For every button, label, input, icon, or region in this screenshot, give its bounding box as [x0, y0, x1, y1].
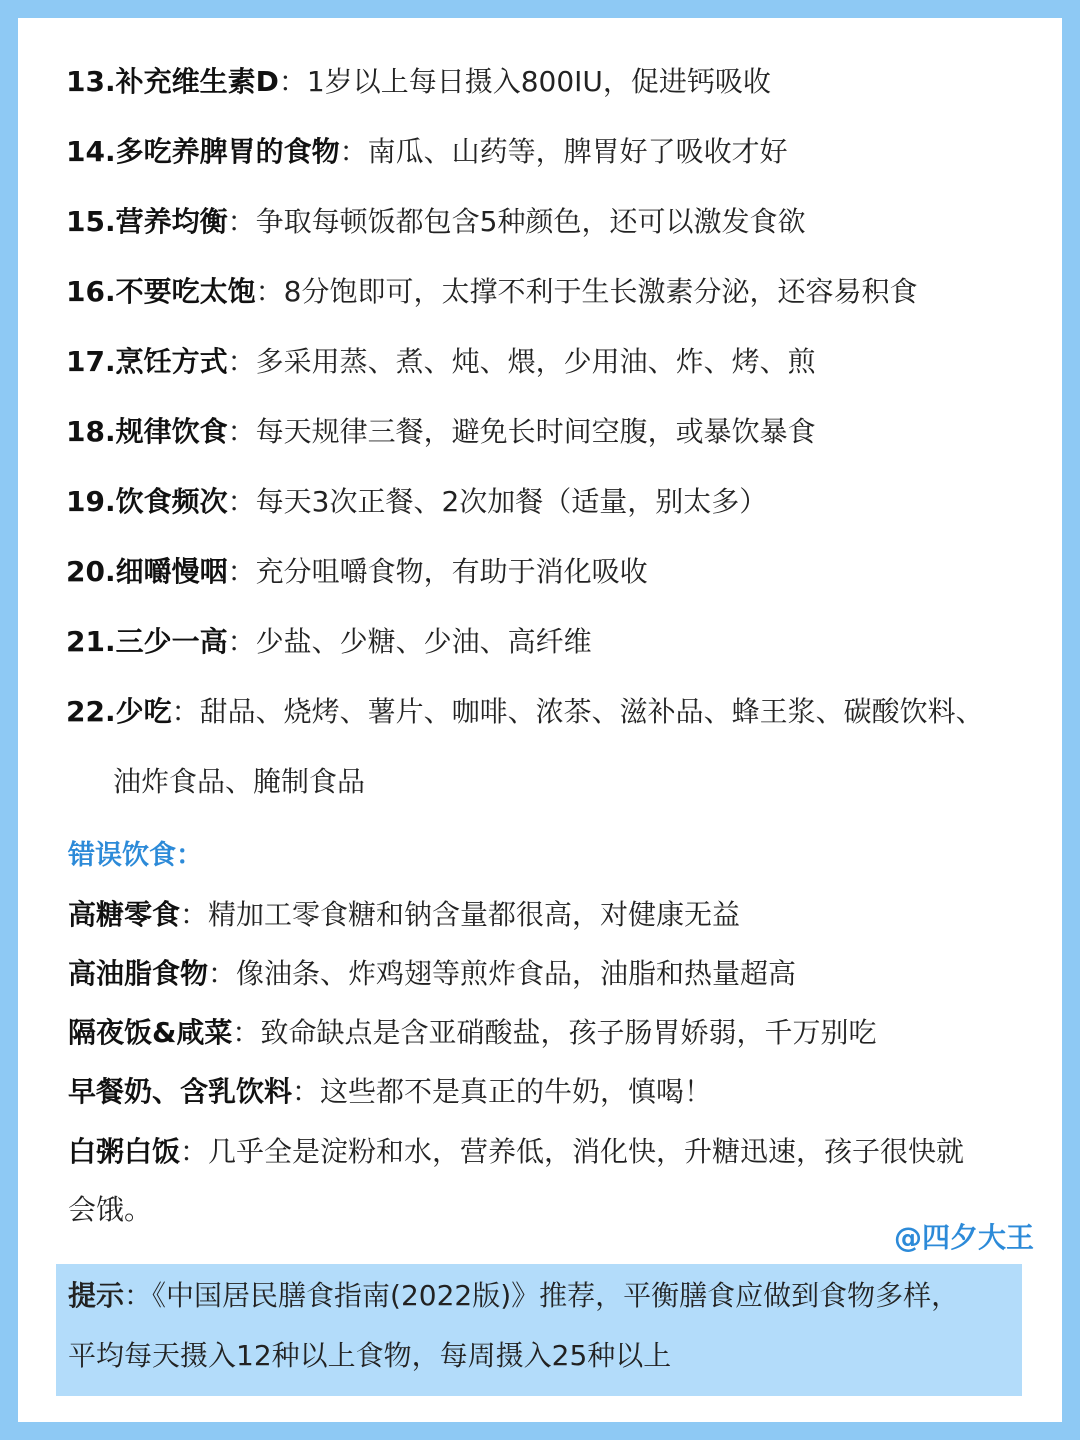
tip-item-14 [66, 132, 788, 172]
wrong-diet-title: 早餐奶、含乳饮料 [68, 1075, 293, 1108]
tip-text: 1岁以上每日摄入800IU，促进钙吸收 [306, 65, 771, 98]
tip-separator: ： [227, 345, 256, 378]
tip-number: 15. [66, 205, 116, 238]
tip-number: 21. [66, 625, 116, 658]
wrong-diet-text: 几乎全是淀粉和水，营养低，消化快，升糖迅速，孩子很快就 [208, 1135, 965, 1168]
wrong-diet-text: 精加工零食糖和钠含量都很高，对健康无益 [208, 898, 741, 931]
tip-title: 不要吃太饱 [115, 275, 256, 308]
tip-text: 争取每顿饭都包含5种颜色，还可以激发食欲 [255, 205, 806, 238]
tip-title: 细嚼慢咽 [115, 555, 228, 588]
wrong-diet-title: 高糖零食 [68, 898, 181, 931]
tip-item-21 [66, 622, 592, 662]
content-card [18, 18, 1062, 1422]
wrong-diet-item [68, 954, 796, 994]
tip-text: 多采用蒸、煮、炖、煨，少用油、炸、烤、煎 [255, 345, 816, 378]
tip-number: 16. [66, 275, 116, 308]
tip-separator: ： [227, 205, 256, 238]
tip-item-22 [66, 692, 984, 798]
wrong-diet-title: 隔夜饭&咸菜 [68, 1016, 233, 1049]
tip-number: 22. [66, 695, 116, 728]
tip-text: 每天3次正餐、2次加餐（适量，别太多） [255, 485, 768, 518]
tip-separator: ： [171, 695, 200, 728]
wrong-diet-separator: ： [292, 1075, 321, 1108]
tip-box [56, 1264, 1022, 1396]
wrong-diet-text: 这些都不是真正的牛奶，慎喝！ [320, 1075, 713, 1108]
wrong-diet-text: 致命缺点是含亚硝酸盐，孩子肠胃娇弱，千万别吃 [260, 1016, 877, 1049]
tip-text: 充分咀嚼食物，有助于消化吸收 [255, 555, 648, 588]
tip-number: 14. [66, 135, 116, 168]
tip-item-19 [66, 482, 767, 522]
tip-item-16 [66, 272, 917, 312]
wrong-diet-text: 像油条、炸鸡翅等煎炸食品，油脂和热量超高 [236, 957, 797, 990]
wrong-diet-title: 白粥白饭 [68, 1135, 181, 1168]
tip-separator: ： [227, 485, 256, 518]
tip-number: 17. [66, 345, 116, 378]
tip-number: 13. [66, 65, 116, 98]
tip-title: 饮食频次 [115, 485, 228, 518]
wrong-diet-item [68, 1072, 712, 1112]
wrong-diet-separator: ： [208, 957, 237, 990]
tip-item-20 [66, 552, 648, 592]
tip-number: 18. [66, 415, 116, 448]
tip-box-line-2: 平均每天摄入12种以上食物，每周摄入25种以上 [68, 1339, 672, 1372]
tip-text: 8分饱即可，太撑不利于生长激素分泌，还容易积食 [283, 275, 918, 308]
tip-box-line-1 [68, 1276, 959, 1316]
tip-text: 甜品、烧烤、薯片、咖啡、浓茶、滋补品、蜂王浆、碳酸饮料、 [199, 695, 984, 728]
wrong-diet-item [68, 895, 740, 935]
tip-title: 补充维生素D [115, 65, 279, 98]
wrong-diet-title: 高油脂食物 [68, 957, 209, 990]
tip-item-15 [66, 202, 805, 242]
tip-separator: ： [278, 65, 307, 98]
tip-number: 20. [66, 555, 116, 588]
tip-box-text-1: 《中国居民膳食指南(2022版)》推荐，平衡膳食应做到食物多样， [152, 1279, 960, 1312]
tip-title: 烹饪方式 [115, 345, 228, 378]
tip-number: 19. [66, 485, 116, 518]
tip-box-label: 提示 [68, 1279, 125, 1312]
wrong-diet-item [68, 1132, 965, 1226]
tip-title: 多吃养脾胃的食物 [115, 135, 340, 168]
tip-box-separator: ： [124, 1279, 153, 1312]
tip-item-17 [66, 342, 816, 382]
wrong-diet-separator: ： [180, 898, 209, 931]
tip-title: 三少一高 [115, 625, 228, 658]
tip-separator: ： [339, 135, 368, 168]
wrong-diet-item [68, 1013, 876, 1053]
tip-text: 每天规律三餐，避免长时间空腹，或暴饮暴食 [255, 415, 816, 448]
tip-item-18 [66, 412, 816, 452]
wrong-diet-separator: ： [232, 1016, 261, 1049]
tip-separator: ： [227, 555, 256, 588]
tip-text: 南瓜、山药等，脾胃好了吸收才好 [367, 135, 788, 168]
tip-separator: ： [255, 275, 284, 308]
tip-title: 营养均衡 [115, 205, 228, 238]
author-signature: @四夕大王 [893, 1221, 1034, 1254]
tip-separator: ： [227, 625, 256, 658]
wrong-diet-text-continuation: 会饿。 [68, 1193, 153, 1226]
tip-title: 少吃 [115, 695, 172, 728]
tip-item-13 [66, 62, 771, 102]
tip-title: 规律饮食 [115, 415, 228, 448]
tip-separator: ： [227, 415, 256, 448]
tip-text: 少盐、少糖、少油、高纤维 [255, 625, 592, 658]
wrong-diet-heading: 错误饮食： [68, 840, 203, 871]
tip-text-continuation: 油炸食品、腌制食品 [113, 765, 366, 798]
wrong-diet-separator: ： [180, 1135, 209, 1168]
